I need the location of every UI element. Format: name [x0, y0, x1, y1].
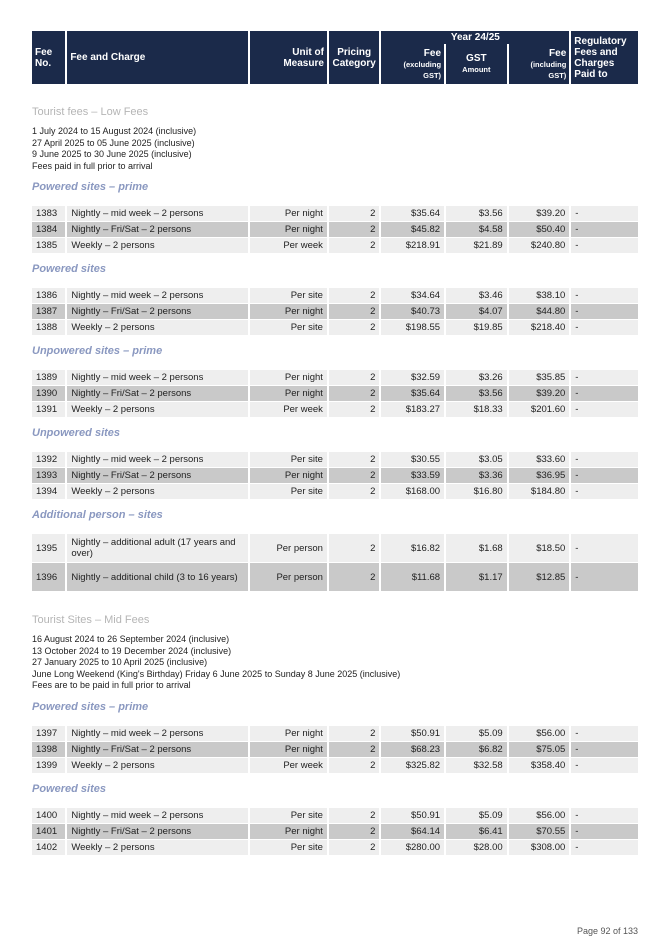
- fee-number-cell: 1394: [32, 484, 65, 499]
- regulatory-cell: -: [571, 222, 638, 237]
- fee-excl-gst-cell: $32.59: [381, 370, 444, 385]
- section-dates: [32, 126, 638, 172]
- fee-group-table: [30, 287, 640, 336]
- table-row: [32, 534, 638, 562]
- gst-amount-cell: $3.56: [446, 386, 507, 401]
- pricing-category-cell: 2: [329, 320, 380, 335]
- pricing-category-cell: 2: [329, 222, 380, 237]
- fee-excl-gst-cell: $218.91: [381, 238, 444, 253]
- fee-description-cell: Weekly – 2 persons: [67, 840, 248, 855]
- pricing-category-cell: 2: [329, 808, 380, 823]
- pricing-category-cell: 2: [329, 468, 380, 483]
- fee-incl-gst-cell: $38.10: [509, 288, 570, 303]
- header-fee-excluding-gst: [381, 44, 444, 84]
- table-row: [32, 563, 638, 591]
- regulatory-cell: -: [571, 808, 638, 823]
- unit-of-measure-cell: Per site: [250, 484, 327, 499]
- fee-description-cell: Nightly – Fri/Sat – 2 persons: [67, 468, 248, 483]
- section-title: Tourist fees – Low Fees: [32, 106, 149, 118]
- fee-description-cell: Weekly – 2 persons: [67, 320, 248, 335]
- header-fee-including-gst: [509, 44, 570, 84]
- fee-incl-gst-cell: $56.00: [509, 808, 570, 823]
- fee-group-table: [30, 451, 640, 500]
- fee-number-cell: 1383: [32, 206, 65, 221]
- fee-description-cell: Nightly – mid week – 2 persons: [67, 288, 248, 303]
- fee-number-cell: 1393: [32, 468, 65, 483]
- fee-excl-gst-cell: $33.59: [381, 468, 444, 483]
- fee-number-cell: 1398: [32, 742, 65, 757]
- gst-amount-cell: $16.80: [446, 484, 507, 499]
- date-line: 16 August 2024 to 26 September 2024 (inclusive): [32, 634, 230, 644]
- pricing-category-cell: 2: [329, 452, 380, 467]
- unit-of-measure-cell: Per site: [250, 840, 327, 855]
- fee-incl-gst-cell: $39.20: [509, 386, 570, 401]
- fee-incl-gst-cell: $308.00: [509, 840, 570, 855]
- fee-description-cell: Weekly – 2 persons: [67, 758, 248, 773]
- gst-amount-cell: $3.05: [446, 452, 507, 467]
- unit-of-measure-cell: Per site: [250, 808, 327, 823]
- fee-excl-gst-cell: $40.73: [381, 304, 444, 319]
- pricing-category-cell: 2: [329, 758, 380, 773]
- fee-description-cell: Nightly – mid week – 2 persons: [67, 206, 248, 221]
- fee-excl-gst-cell: $11.68: [381, 563, 444, 591]
- gst-amount-cell: $6.82: [446, 742, 507, 757]
- fee-number-cell: 1388: [32, 320, 65, 335]
- gst-amount-cell: $19.85: [446, 320, 507, 335]
- fee-excl-gst-cell: $183.27: [381, 402, 444, 417]
- unit-of-measure-cell: Per site: [250, 452, 327, 467]
- table-row: [32, 304, 638, 319]
- unit-of-measure-cell: Per person: [250, 563, 327, 591]
- unit-of-measure-cell: Per night: [250, 742, 327, 757]
- regulatory-cell: -: [571, 563, 638, 591]
- table-row: [32, 206, 638, 221]
- group-title: Unpowered sites – prime: [32, 345, 163, 357]
- table-row: [32, 742, 638, 757]
- gst-amount-cell: $1.17: [446, 563, 507, 591]
- fee-description-cell: Nightly – Fri/Sat – 2 persons: [67, 222, 248, 237]
- header-regulatory: Regulatory Fees and Charges Paid to: [571, 31, 638, 84]
- fee-excl-gst-cell: $68.23: [381, 742, 444, 757]
- fee-incl-gst-cell: $70.55: [509, 824, 570, 839]
- unit-of-measure-cell: Per site: [250, 288, 327, 303]
- gst-amount-cell: $18.33: [446, 402, 507, 417]
- header-year: Year 24/25: [381, 31, 569, 44]
- fee-incl-gst-cell: $12.85: [509, 563, 570, 591]
- fee-description-cell: Weekly – 2 persons: [67, 484, 248, 499]
- header-gst-label: GST: [466, 53, 487, 64]
- gst-amount-cell: $32.58: [446, 758, 507, 773]
- fee-incl-gst-cell: $44.80: [509, 304, 570, 319]
- table-row: [32, 726, 638, 741]
- pricing-category-cell: 2: [329, 288, 380, 303]
- table-row: [32, 808, 638, 823]
- fee-description-cell: Nightly – mid week – 2 persons: [67, 808, 248, 823]
- fee-number-cell: 1401: [32, 824, 65, 839]
- regulatory-cell: -: [571, 386, 638, 401]
- gst-amount-cell: $5.09: [446, 808, 507, 823]
- pricing-category-cell: 2: [329, 238, 380, 253]
- gst-amount-cell: $4.58: [446, 222, 507, 237]
- regulatory-cell: -: [571, 468, 638, 483]
- table-row: [32, 370, 638, 385]
- fee-description-cell: Nightly – Fri/Sat – 2 persons: [67, 824, 248, 839]
- section-dates: [32, 634, 638, 692]
- fee-incl-gst-cell: $240.80: [509, 238, 570, 253]
- fee-excl-gst-cell: $34.64: [381, 288, 444, 303]
- unit-of-measure-cell: Per night: [250, 468, 327, 483]
- fee-incl-gst-cell: $201.60: [509, 402, 570, 417]
- fee-incl-gst-cell: $184.80: [509, 484, 570, 499]
- fee-excl-gst-cell: $50.91: [381, 726, 444, 741]
- date-line: 13 October 2024 to 19 December 2024 (inclusive): [32, 645, 232, 656]
- fee-excl-gst-cell: $168.00: [381, 484, 444, 499]
- gst-amount-cell: $3.26: [446, 370, 507, 385]
- unit-of-measure-cell: Per night: [250, 370, 327, 385]
- unit-of-measure-cell: Per night: [250, 304, 327, 319]
- unit-of-measure-cell: Per night: [250, 386, 327, 401]
- pricing-category-cell: 2: [329, 534, 380, 562]
- fee-number-cell: 1400: [32, 808, 65, 823]
- fee-description-cell: Nightly – additional child (3 to 16 years): [67, 563, 248, 591]
- regulatory-cell: -: [571, 742, 638, 757]
- fee-group-table: [30, 533, 640, 592]
- fee-description-cell: Nightly – mid week – 2 persons: [67, 370, 248, 385]
- pricing-category-cell: 2: [329, 742, 380, 757]
- fee-schedule-page: [32, 31, 638, 856]
- fee-description-cell: Nightly – mid week – 2 persons: [67, 452, 248, 467]
- gst-amount-cell: $3.56: [446, 206, 507, 221]
- regulatory-cell: -: [571, 758, 638, 773]
- regulatory-cell: -: [571, 370, 638, 385]
- fee-description-cell: Weekly – 2 persons: [67, 402, 248, 417]
- group-title: Unpowered sites: [32, 427, 121, 439]
- fee-description-cell: Nightly – Fri/Sat – 2 persons: [67, 742, 248, 757]
- unit-of-measure-cell: Per person: [250, 534, 327, 562]
- fee-number-cell: 1386: [32, 288, 65, 303]
- fee-incl-gst-cell: $358.40: [509, 758, 570, 773]
- pricing-category-cell: 2: [329, 304, 380, 319]
- pricing-category-cell: 2: [329, 726, 380, 741]
- fee-number-cell: 1396: [32, 563, 65, 591]
- fee-excl-gst-cell: $280.00: [381, 840, 444, 855]
- gst-amount-cell: $4.07: [446, 304, 507, 319]
- fee-incl-gst-cell: $36.95: [509, 468, 570, 483]
- fee-excl-gst-cell: $45.82: [381, 222, 444, 237]
- table-row: [32, 386, 638, 401]
- fee-number-cell: 1392: [32, 452, 65, 467]
- header-gst-sub: Amount: [462, 65, 491, 74]
- regulatory-cell: -: [571, 484, 638, 499]
- pricing-category-cell: 2: [329, 402, 380, 417]
- gst-amount-cell: $6.41: [446, 824, 507, 839]
- header-fee-and-charge: Fee and Charge: [67, 31, 248, 84]
- regulatory-cell: -: [571, 840, 638, 855]
- date-line: June Long Weekend (King's Birthday) Friday 6 June 2025 to Sunday 8 June 2025 (inclusive): [32, 668, 401, 679]
- fee-group-table: [30, 725, 640, 774]
- group-title: Additional person – sites: [32, 509, 163, 521]
- table-row: [32, 468, 638, 483]
- table-row: [32, 222, 638, 237]
- fee-group-table: [30, 807, 640, 856]
- regulatory-cell: -: [571, 304, 638, 319]
- table-row: [32, 758, 638, 773]
- fee-number-cell: 1385: [32, 238, 65, 253]
- date-line: Fees are to be paid in full prior to arrival: [32, 680, 191, 690]
- unit-of-measure-cell: Per week: [250, 238, 327, 253]
- gst-amount-cell: $3.46: [446, 288, 507, 303]
- regulatory-cell: -: [571, 320, 638, 335]
- fee-description-cell: Nightly – Fri/Sat – 2 persons: [67, 304, 248, 319]
- fee-excl-gst-cell: $325.82: [381, 758, 444, 773]
- fee-incl-gst-cell: $33.60: [509, 452, 570, 467]
- fee-description-cell: Weekly – 2 persons: [67, 238, 248, 253]
- fee-excl-gst-cell: $16.82: [381, 534, 444, 562]
- table-row: [32, 840, 638, 855]
- pricing-category-cell: 2: [329, 840, 380, 855]
- fee-incl-gst-cell: $218.40: [509, 320, 570, 335]
- fee-incl-gst-cell: $75.05: [509, 742, 570, 757]
- unit-of-measure-cell: Per night: [250, 726, 327, 741]
- header-fee-incl-label: Fee: [549, 47, 567, 59]
- fee-number-cell: 1389: [32, 370, 65, 385]
- pricing-category-cell: 2: [329, 484, 380, 499]
- table-row: [32, 320, 638, 335]
- group-title: Powered sites – prime: [32, 181, 149, 193]
- fee-incl-gst-cell: $35.85: [509, 370, 570, 385]
- table-row: [32, 484, 638, 499]
- pricing-category-cell: 2: [329, 206, 380, 221]
- gst-amount-cell: $21.89: [446, 238, 507, 253]
- fee-number-cell: 1384: [32, 222, 65, 237]
- fee-description-cell: Nightly – Fri/Sat – 2 persons: [67, 386, 248, 401]
- unit-of-measure-cell: Per night: [250, 222, 327, 237]
- date-line: 9 June 2025 to 30 June 2025 (inclusive): [32, 149, 192, 159]
- regulatory-cell: -: [571, 726, 638, 741]
- unit-of-measure-cell: Per night: [250, 824, 327, 839]
- gst-amount-cell: $5.09: [446, 726, 507, 741]
- header-pricing-category: Pricing Category: [329, 31, 380, 84]
- group-title: Powered sites – prime: [32, 700, 149, 713]
- fee-excl-gst-cell: $35.64: [381, 206, 444, 221]
- fee-group-table: [30, 205, 640, 254]
- header-fee-incl-sub: (including GST): [530, 59, 567, 80]
- date-line: 27 April 2025 to 05 June 2025 (inclusive): [32, 137, 195, 148]
- pricing-category-cell: 2: [329, 386, 380, 401]
- fee-excl-gst-cell: $198.55: [381, 320, 444, 335]
- date-line: 1 July 2024 to 15 August 2024 (inclusive): [32, 126, 197, 136]
- section-title: Tourist Sites – Mid Fees: [32, 614, 150, 626]
- table-row: [32, 402, 638, 417]
- fee-number-cell: 1399: [32, 758, 65, 773]
- table-row: [32, 288, 638, 303]
- fee-description-cell: Nightly – additional adult (17 years and over): [67, 534, 248, 562]
- header-unit-of-measure: Unit of Measure: [250, 31, 327, 84]
- regulatory-cell: -: [571, 824, 638, 839]
- fee-number-cell: 1395: [32, 534, 65, 562]
- fee-incl-gst-cell: $18.50: [509, 534, 570, 562]
- fee-excl-gst-cell: $50.91: [381, 808, 444, 823]
- date-line: 27 January 2025 to 10 April 2025 (inclusive): [32, 657, 208, 667]
- fee-description-cell: Nightly – mid week – 2 persons: [67, 726, 248, 741]
- regulatory-cell: -: [571, 534, 638, 562]
- fee-incl-gst-cell: $56.00: [509, 726, 570, 741]
- table-row: [32, 238, 638, 253]
- fee-table-header: [30, 31, 640, 84]
- regulatory-cell: -: [571, 238, 638, 253]
- group-title: Powered sites: [32, 782, 106, 795]
- fee-incl-gst-cell: $50.40: [509, 222, 570, 237]
- unit-of-measure-cell: Per week: [250, 402, 327, 417]
- header-fee-excl-label: Fee: [423, 47, 442, 59]
- page-number: Page 92 of 133: [576, 926, 638, 936]
- unit-of-measure-cell: Per site: [250, 320, 327, 335]
- regulatory-cell: -: [571, 206, 638, 221]
- fee-incl-gst-cell: $39.20: [509, 206, 570, 221]
- fee-number-cell: 1387: [32, 304, 65, 319]
- fee-number-cell: 1402: [32, 840, 65, 855]
- table-row: [32, 452, 638, 467]
- regulatory-cell: -: [571, 288, 638, 303]
- unit-of-measure-cell: Per night: [250, 206, 327, 221]
- fee-excl-gst-cell: $35.64: [381, 386, 444, 401]
- pricing-category-cell: 2: [329, 824, 380, 839]
- fee-number-cell: 1390: [32, 386, 65, 401]
- header-fee-no: Fee No.: [32, 31, 65, 84]
- table-row: [32, 824, 638, 839]
- header-fee-excl-sub: (excluding GST): [403, 59, 442, 80]
- pricing-category-cell: 2: [329, 370, 380, 385]
- pricing-category-cell: 2: [329, 563, 380, 591]
- sections: [32, 106, 638, 856]
- regulatory-cell: -: [571, 452, 638, 467]
- fee-number-cell: 1397: [32, 726, 65, 741]
- fee-excl-gst-cell: $64.14: [381, 824, 444, 839]
- gst-amount-cell: $1.68: [446, 534, 507, 562]
- header-gst-amount: [446, 44, 507, 84]
- date-line: Fees paid in full prior to arrival: [32, 160, 153, 171]
- gst-amount-cell: $28.00: [446, 840, 507, 855]
- fee-number-cell: 1391: [32, 402, 65, 417]
- fee-group-table: [30, 369, 640, 418]
- regulatory-cell: -: [571, 402, 638, 417]
- group-title: Powered sites: [32, 263, 106, 275]
- fee-excl-gst-cell: $30.55: [381, 452, 444, 467]
- unit-of-measure-cell: Per week: [250, 758, 327, 773]
- gst-amount-cell: $3.36: [446, 468, 507, 483]
